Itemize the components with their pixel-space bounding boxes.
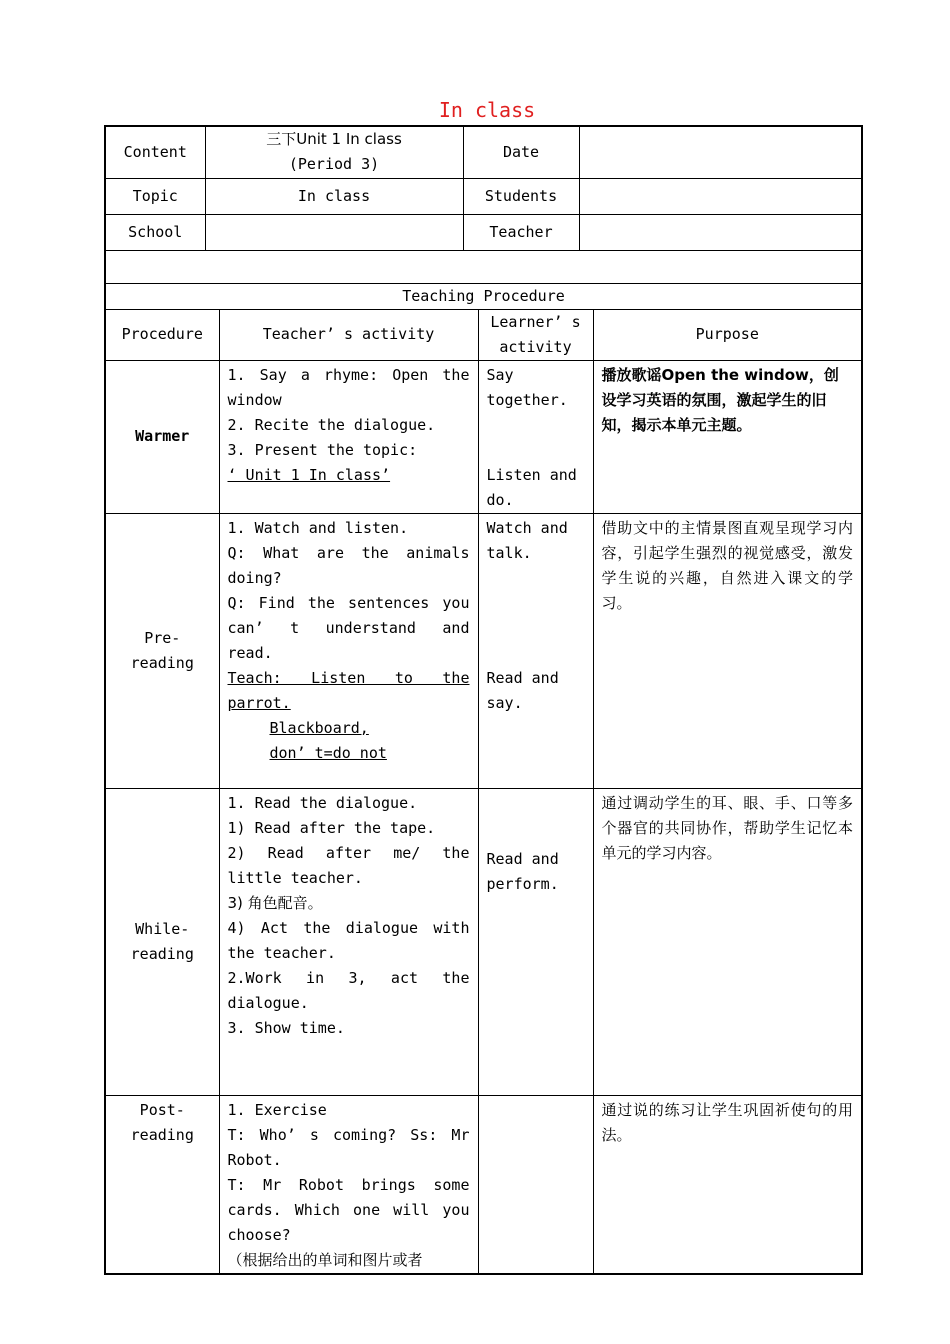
- teacher-line-topic: ‘ Unit 1 In class’: [227, 465, 391, 484]
- prereading-row: [105, 513, 862, 788]
- teacher-label: Teacher: [463, 214, 579, 250]
- date-value: [579, 126, 862, 178]
- learner-line: Read and say.: [486, 668, 559, 712]
- teaching-procedure-title: Teaching Procedure: [105, 283, 862, 309]
- blackboard-note: don’ t=do not: [269, 743, 387, 762]
- warmer-learner-activity: [478, 360, 593, 513]
- stage-line: reading: [130, 1125, 194, 1144]
- stage-line: Post-: [139, 1100, 185, 1119]
- stage-line: While-: [135, 919, 190, 938]
- teacher-line: 1. Exercise: [227, 1100, 327, 1119]
- whilereading-teacher-activity: [219, 788, 478, 1095]
- spacer-row: [105, 250, 862, 283]
- teacher-line: 2.Work in 3, act the dialogue.: [227, 968, 470, 1012]
- teacher-line: 3. Present the topic:: [227, 440, 418, 459]
- prereading-purpose: 借助文中的主情景图直观呈现学习内容，引起学生强烈的视觉感受，激发学生说的兴趣，自然进入课文的学习。: [593, 513, 862, 788]
- prereading-teacher-activity: [219, 513, 478, 788]
- stage-warmer: Warmer: [105, 360, 219, 513]
- teacher-line: 1. Watch and listen.: [227, 518, 409, 537]
- topic-value: In class: [205, 178, 463, 214]
- teacher-line: 3) 角色配音。: [227, 893, 323, 912]
- teacher-line: 1. Say a rhyme: Open the window: [227, 365, 470, 409]
- topic-row: [105, 178, 862, 214]
- postreading-teacher-activity: [219, 1095, 478, 1274]
- learner-line: Say together.: [486, 365, 568, 409]
- teacher-line: Q: Find the sentences you can’ t understand and read.: [227, 593, 470, 662]
- postreading-learner-activity: [478, 1095, 593, 1274]
- school-value: [205, 214, 463, 250]
- content-label: Content: [105, 126, 205, 178]
- teacher-value: [579, 214, 862, 250]
- students-value: [579, 178, 862, 214]
- spacer-cell: [105, 250, 862, 283]
- students-label: Students: [463, 178, 579, 214]
- content-value: [205, 126, 463, 178]
- document-title: In class: [438, 98, 536, 122]
- col-header-learner-activity: Learner’ s activity: [478, 309, 593, 360]
- stage-line: reading: [130, 944, 194, 963]
- warmer-purpose: 播放歌谣Open the window，创设学习英语的氛围，激起学生的旧知，揭示本单元主题。: [593, 360, 862, 513]
- stage-postreading: [105, 1095, 219, 1274]
- col-header-purpose: Purpose: [593, 309, 862, 360]
- teacher-line: 2) Read after me/ the little teacher.: [227, 843, 470, 887]
- content-row: [105, 126, 862, 178]
- blackboard-note: Blackboard,: [269, 718, 369, 737]
- content-value-line1: 三下Unit 1 In class: [266, 130, 402, 149]
- topic-label: Topic: [105, 178, 205, 214]
- teacher-line: Q: What are the animals doing?: [227, 543, 470, 587]
- teacher-line: T: Who’ s coming? Ss: Mr Robot.: [227, 1125, 470, 1169]
- content-value-line2: (Period 3): [288, 155, 380, 174]
- whilereading-row: [105, 788, 862, 1095]
- whilereading-learner-activity: Read and perform.: [478, 788, 593, 1095]
- postreading-row: [105, 1095, 862, 1274]
- prereading-learner-activity: [478, 513, 593, 788]
- lesson-plan-table: [104, 125, 863, 1275]
- col-header-teacher-activity: Teacher’ s activity: [219, 309, 478, 360]
- postreading-purpose: 通过说的练习让学生巩固祈使句的用法。: [593, 1095, 862, 1274]
- stage-whilereading: [105, 788, 219, 1095]
- teacher-line: 1) Read after the tape.: [227, 818, 436, 837]
- learner-line: Watch and talk.: [486, 518, 568, 562]
- date-label: Date: [463, 126, 579, 178]
- teacher-line: T: Mr Robot brings some cards. Which one will you choose?: [227, 1175, 470, 1244]
- warmer-row: [105, 360, 862, 513]
- learner-line: Listen and do.: [486, 465, 577, 509]
- teacher-line: （根据给出的单词和图片或者: [227, 1250, 423, 1269]
- teacher-line: 4) Act the dialogue with the teacher.: [227, 918, 470, 962]
- section-title-row: [105, 283, 862, 309]
- column-header-row: [105, 309, 862, 360]
- teacher-line: 3. Show time.: [227, 1018, 345, 1037]
- whilereading-purpose: 通过调动学生的耳、眼、手、口等多个器官的共同协作，帮助学生记忆本单元的学习内容。: [593, 788, 862, 1095]
- teacher-line: 2. Recite the dialogue.: [227, 415, 436, 434]
- warmer-teacher-activity: [219, 360, 478, 513]
- teacher-line: 1. Read the dialogue.: [227, 793, 418, 812]
- col-header-procedure: Procedure: [105, 309, 219, 360]
- school-row: [105, 214, 862, 250]
- school-label: School: [105, 214, 205, 250]
- teacher-line-teach: Teach: Listen to the parrot.: [227, 668, 470, 712]
- stage-prereading: Pre-reading: [105, 513, 219, 788]
